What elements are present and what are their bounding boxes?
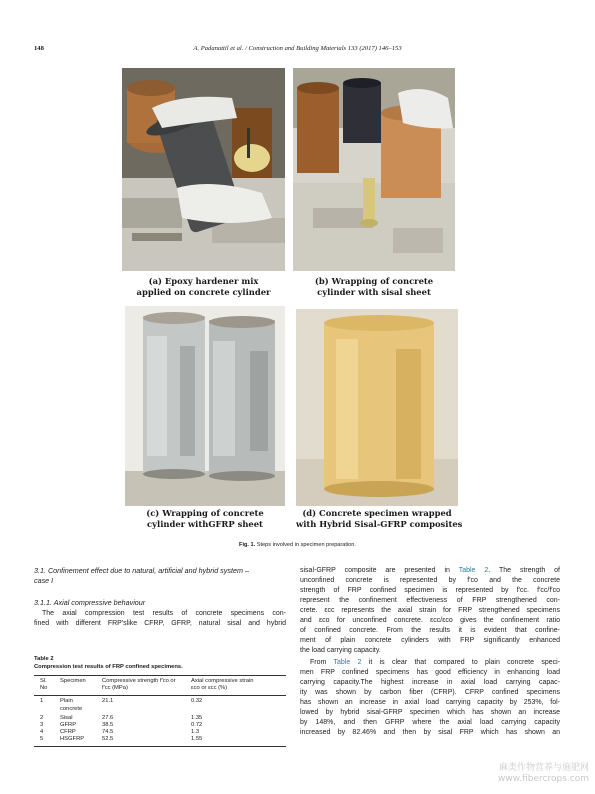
figure-caption bbox=[0, 542, 595, 548]
text-line: has shown an increase in axial load carrying capacity by 253%, fol- bbox=[300, 699, 560, 706]
subsection-heading: 3.1.1. Axial compressive behaviour bbox=[34, 598, 146, 607]
text-line: ment of plain concrete cylinders with FRP significantly enhanced bbox=[300, 637, 560, 644]
table-header-strain: Axial compressive strain εco or εcc (%) bbox=[191, 678, 254, 692]
caption-a-line2: applied on concrete cylinder bbox=[136, 286, 271, 297]
text-line: men FRP confined specimens has good efficiency in enhancing load bbox=[300, 669, 560, 676]
text-line: increased by 82.46% and then by sisal FRP which has shown an bbox=[300, 729, 560, 736]
watermark-line2: www.fibercrops.com bbox=[498, 774, 589, 784]
text-line: unconfined concrete is represented by f′co and the concrete bbox=[300, 577, 560, 584]
text-line: of confined concrete. From the results it is evident that confine- bbox=[300, 627, 560, 634]
table-header-slno: Sl. No bbox=[40, 678, 48, 692]
text-line: lowed by hybrid sisal-GFRP specimen which has shown an increase bbox=[300, 709, 560, 716]
caption-c bbox=[125, 508, 285, 529]
caption-b-line1: (b) Wrapping of concrete bbox=[314, 276, 434, 286]
caption-c-line2: cylinder withGFRP sheet bbox=[147, 518, 263, 529]
table-bottom-rule bbox=[34, 746, 286, 747]
caption-b-line2: cylinder with sisal sheet bbox=[317, 286, 431, 297]
right-paragraph-1 bbox=[300, 566, 560, 656]
text-line: crete. εcc represents the axial strain for FRP strengthened specimens bbox=[300, 607, 560, 614]
caption-d bbox=[296, 508, 463, 529]
caption-d-line1: (d) Concrete specimen wrapped bbox=[302, 508, 452, 518]
section-heading bbox=[34, 566, 286, 586]
text-line: From Table 2 it is clear that compared to plain concrete speci- bbox=[310, 659, 560, 666]
caption-c-line1: (c) Wrapping of concrete bbox=[146, 508, 264, 518]
watermark bbox=[498, 763, 589, 785]
table-title: Compression test results of FRP confined specimens. bbox=[34, 664, 183, 670]
photo-gfrp-wrapping bbox=[125, 306, 285, 506]
table-label: Table 2 bbox=[34, 656, 54, 662]
text-line: ity was shown by carbon fiber (CFRP). CFRP confined specimens bbox=[300, 689, 560, 696]
page-number: 148 bbox=[34, 45, 44, 52]
text-line: represent the confinement effectiveness of FRP strengthened con- bbox=[300, 597, 560, 604]
caption-d-line2: with Hybrid Sisal-GFRP composites bbox=[296, 518, 463, 529]
text-line: The axial compression test results of concrete specimens con- bbox=[42, 610, 286, 617]
section-heading-line2: case I bbox=[34, 576, 54, 585]
photo-epoxy-hardener bbox=[122, 68, 285, 271]
photo-hybrid-wrapped bbox=[296, 309, 458, 506]
caption-b bbox=[293, 276, 455, 297]
table-top-rule bbox=[34, 675, 286, 676]
table-header-specimen: Specimen bbox=[60, 678, 86, 684]
table-header-strength: Compressive strength f′co or f′cc (MPa) bbox=[102, 678, 176, 692]
watermark-line1: 麻类作物营养与施肥网 bbox=[498, 763, 589, 773]
text-line: by 148%, and then GFRP where the axial load carrying capacity bbox=[300, 719, 560, 726]
section-heading-line1: 3.1. Confinement effect due to natural, artificial and hybrid system – bbox=[34, 566, 249, 575]
caption-a-line1: (a) Epoxy hardener mix bbox=[148, 276, 259, 286]
caption-a bbox=[122, 276, 285, 297]
text-line: fined with different FRP'slike CFRP, GFRP, natural sisal and hybrid bbox=[34, 620, 286, 627]
table-2-link[interactable]: Table 2 bbox=[458, 567, 489, 574]
text-line: and εco for unconfined concrete. εcc/εco gives the confinement ratio bbox=[300, 617, 560, 624]
text-line: the load carrying capacity. bbox=[300, 647, 381, 654]
photo-sisal-wrapping bbox=[293, 68, 455, 271]
text-line: carrying capacity.The highest increase in axial load carrying capac- bbox=[300, 679, 560, 686]
text-line: strength of FRP confined specimen is represented by f′cc. f′cc/f′co bbox=[300, 587, 560, 594]
table-header-rule bbox=[34, 695, 286, 696]
right-paragraph-2 bbox=[300, 658, 560, 738]
journal-header: A. Padanattil et al. / Construction and Building Materials 133 (2017) 146–153 bbox=[193, 45, 402, 52]
left-paragraph bbox=[34, 609, 286, 629]
text-line: sisal-GFRP composite are presented in Table 2. The strength of bbox=[300, 567, 560, 574]
figure-caption-text: Steps involved in specimen preparation. bbox=[256, 542, 356, 548]
figure-label: Fig. 1. bbox=[239, 542, 256, 548]
table-2-link[interactable]: Table 2 bbox=[333, 659, 362, 666]
